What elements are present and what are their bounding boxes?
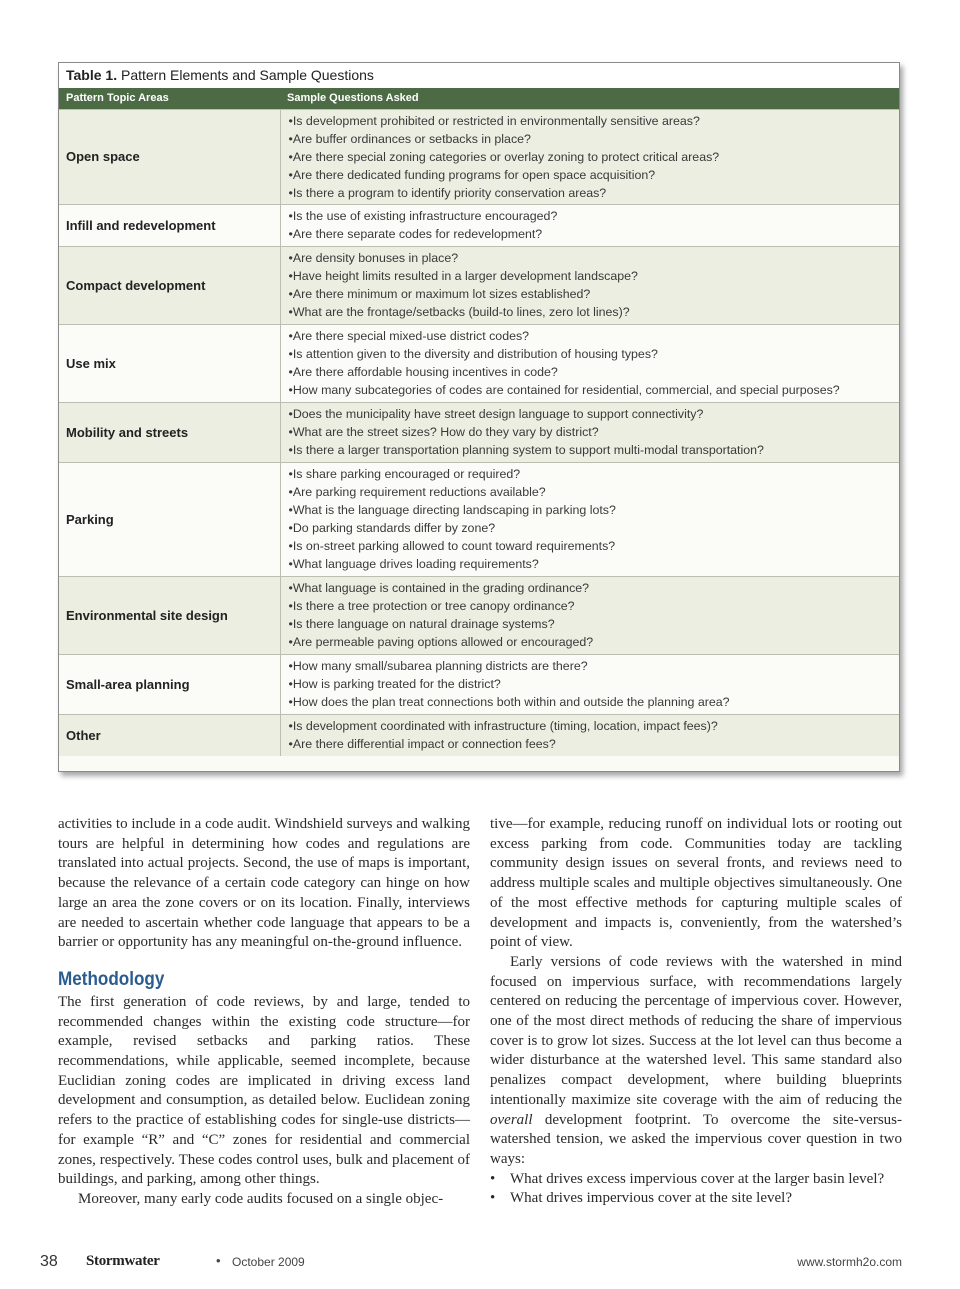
questions-cell — [280, 109, 899, 204]
question-item: • Are buffer ordinances or setbacks in place? — [289, 130, 893, 148]
table-body — [59, 109, 899, 756]
questions-cell — [280, 324, 899, 402]
table-title — [59, 63, 899, 88]
question-list — [289, 657, 893, 711]
table-row — [59, 462, 899, 576]
question-list — [289, 579, 893, 651]
table-row — [59, 204, 899, 246]
question-item: • Are density bonuses in place? — [289, 249, 893, 267]
topic-cell: Parking — [59, 462, 280, 576]
footer-separator: • — [216, 1253, 221, 1268]
question-item: • Have height limits resulted in a larger development landscape? — [289, 267, 893, 285]
question-item: • Is the use of existing infrastructure encouraged? — [289, 207, 893, 225]
table-row — [59, 246, 899, 324]
questions-cell — [280, 402, 899, 462]
questions-cell — [280, 714, 899, 756]
question-item: • What are the street sizes? How do they vary by district? — [289, 423, 893, 441]
page-number: 38 — [40, 1253, 58, 1270]
question-item: • Are there special zoning categories or overlay zoning to protect critical areas? — [289, 148, 893, 166]
question-list — [289, 249, 893, 321]
table-row — [59, 714, 899, 756]
table-row — [59, 324, 899, 402]
question-item: • Is development coordinated with infrastructure (timing, location, impact fees)? — [289, 717, 893, 735]
table-row — [59, 402, 899, 462]
magazine-logo: Stormwater — [86, 1253, 160, 1269]
question-item: • Is there language on natural drainage systems? — [289, 615, 893, 633]
table-caption: Pattern Elements and Sample Questions — [120, 67, 374, 83]
question-item: • Are parking requirement reductions available? — [289, 483, 893, 501]
question-item: • Are there separate codes for redevelopment? — [289, 225, 893, 243]
questions-cell — [280, 246, 899, 324]
website-url: www.stormh2o.com — [797, 1255, 902, 1269]
question-item: • Is there a larger transportation planning system to support multi-modal transportation? — [289, 441, 893, 459]
question-item: • How many subcategories of codes are contained for residential, commercial, and special purposes? — [289, 381, 893, 399]
paragraph: Moreover, many early code audits focused on a single objec- — [78, 1190, 444, 1207]
topic-cell: Environmental site design — [59, 576, 280, 654]
question-list — [289, 405, 893, 459]
bullet-item — [490, 1189, 902, 1209]
question-item: • Are there affordable housing incentives in code? — [289, 363, 893, 381]
question-item: • Is share parking encouraged or required? — [289, 465, 893, 483]
question-item: • What are the frontage/setbacks (build-to lines, zero lot lines)? — [289, 303, 893, 321]
question-item: • Is on-street parking allowed to count toward requirements? — [289, 537, 893, 555]
emphasis-text: overall — [490, 1111, 533, 1128]
question-item: • Is there a program to identify priority conservation areas? — [289, 184, 893, 202]
question-item: • Is development prohibited or restricted in environmentally sensitive areas? — [289, 112, 893, 130]
table-row — [59, 109, 899, 204]
paragraph: tive—for example, reducing runoff on individual lots or rooting out excess parking from code. Communities today are tackling community design issues on several fronts, and reviews need to address multiple scales and multiple objectives simultaneously. One of the most effective methods for capturing multiple scales of development and impacts is, conveniently, from the watershed’s point of view. — [490, 816, 902, 951]
table-grid — [59, 88, 899, 756]
question-list — [289, 207, 893, 243]
table-header-row — [59, 88, 899, 109]
pattern-elements-table — [58, 62, 900, 772]
article-right-column — [490, 815, 902, 1209]
question-list — [289, 112, 893, 202]
question-item: • How many small/subarea planning districts are there? — [289, 657, 893, 675]
paragraph-text: Early versions of code reviews with the watershed in mind focused on impervious surface, with recommendations largely centered on reducing the percentage of impervious cover. However, one of the most direct methods of reducing the share of impervious cover is to grow lot sizes. Success at the lot level can thus become a wider disturbance at the watershed level. This same standard also penalizes compact development, where building blueprints intentionally maximize site coverage with the aim of reducing the — [490, 953, 902, 1108]
question-list — [289, 327, 893, 399]
question-item: • Is there a tree protection or tree canopy ordinance? — [289, 597, 893, 615]
questions-cell — [280, 462, 899, 576]
question-item: • Are there dedicated funding programs for open space acquisition? — [289, 166, 893, 184]
bullet-icon: • — [490, 1190, 496, 1207]
bullet-text: What drives excess impervious cover at the larger basin level? — [510, 1170, 885, 1187]
questions-cell — [280, 654, 899, 714]
question-list — [289, 717, 893, 753]
question-item: • Are there special mixed-use district codes? — [289, 327, 893, 345]
bullet-item — [490, 1170, 902, 1190]
bullet-text: What drives impervious cover at the site level? — [510, 1190, 792, 1207]
question-list — [289, 465, 893, 573]
question-item: • Do parking standards differ by zone? — [289, 519, 893, 537]
question-item: • How does the plan treat connections both within and outside the planning area? — [289, 693, 893, 711]
column-header: Sample Questions Asked — [280, 88, 899, 109]
table-number: Table 1. — [66, 67, 118, 83]
topic-cell: Infill and redevelopment — [59, 204, 280, 246]
question-item: • Are permeable paving options allowed or encouraged? — [289, 633, 893, 651]
topic-cell: Other — [59, 714, 280, 756]
questions-cell — [280, 576, 899, 654]
question-item: • What is the language directing landscaping in parking lots? — [289, 501, 893, 519]
section-heading: Methodology — [58, 968, 165, 990]
question-item: • Is attention given to the diversity and distribution of housing types? — [289, 345, 893, 363]
issue-date: October 2009 — [232, 1255, 305, 1269]
question-item: • How is parking treated for the district? — [289, 675, 893, 693]
question-item: • What language is contained in the grading ordinance? — [289, 579, 893, 597]
column-header: Pattern Topic Areas — [59, 88, 280, 109]
topic-cell: Small-area planning — [59, 654, 280, 714]
table-row — [59, 576, 899, 654]
topic-cell: Use mix — [59, 324, 280, 402]
paragraph: activities to include in a code audit. Windshield surveys and walking tours are helpful in determining how codes and regulations are translated into actual projects. Second, the use of maps is important, because the relevance of a certain code category can hinge on how large an area the zone covers or on its location. Finally, interviews are needed to ascertain whether code language that appears to be a barrier or opportunity has any meaningful on-the-ground influence. — [58, 816, 470, 951]
topic-cell: Open space — [59, 109, 280, 204]
question-item: • What language drives loading requirements? — [289, 555, 893, 573]
questions-cell — [280, 204, 899, 246]
paragraph — [490, 953, 902, 1170]
bullet-icon: • — [490, 1170, 496, 1187]
question-item: • Does the municipality have street design language to support connectivity? — [289, 405, 893, 423]
paragraph: The first generation of code reviews, by and large, tended to recommended changes within the existing code structure—for example, revised setbacks and parking ratios. These recommendations, while applicable, seemed incomplete, because Euclidian zoning codes are implicated in driving excess land development and consumption, as detailed below. Euclidean zoning refers to the practice of establishing codes for single-use districts—for example “R” and “C” zones for residential and commercial zones, respectively. These codes control uses, bulk and placement of buildings, and parking, among other things. — [58, 993, 470, 1188]
article-left-column — [58, 815, 470, 1210]
topic-cell: Compact development — [59, 246, 280, 324]
page-footer — [40, 1253, 902, 1273]
topic-cell: Mobility and streets — [59, 402, 280, 462]
question-item: • Are there minimum or maximum lot sizes established? — [289, 285, 893, 303]
question-item: • Are there differential impact or connection fees? — [289, 735, 893, 753]
table-row — [59, 654, 899, 714]
paragraph-text: development footprint. To overcome the site-versus-watershed tension, we asked the impervious cover question in two ways: — [490, 1111, 903, 1167]
